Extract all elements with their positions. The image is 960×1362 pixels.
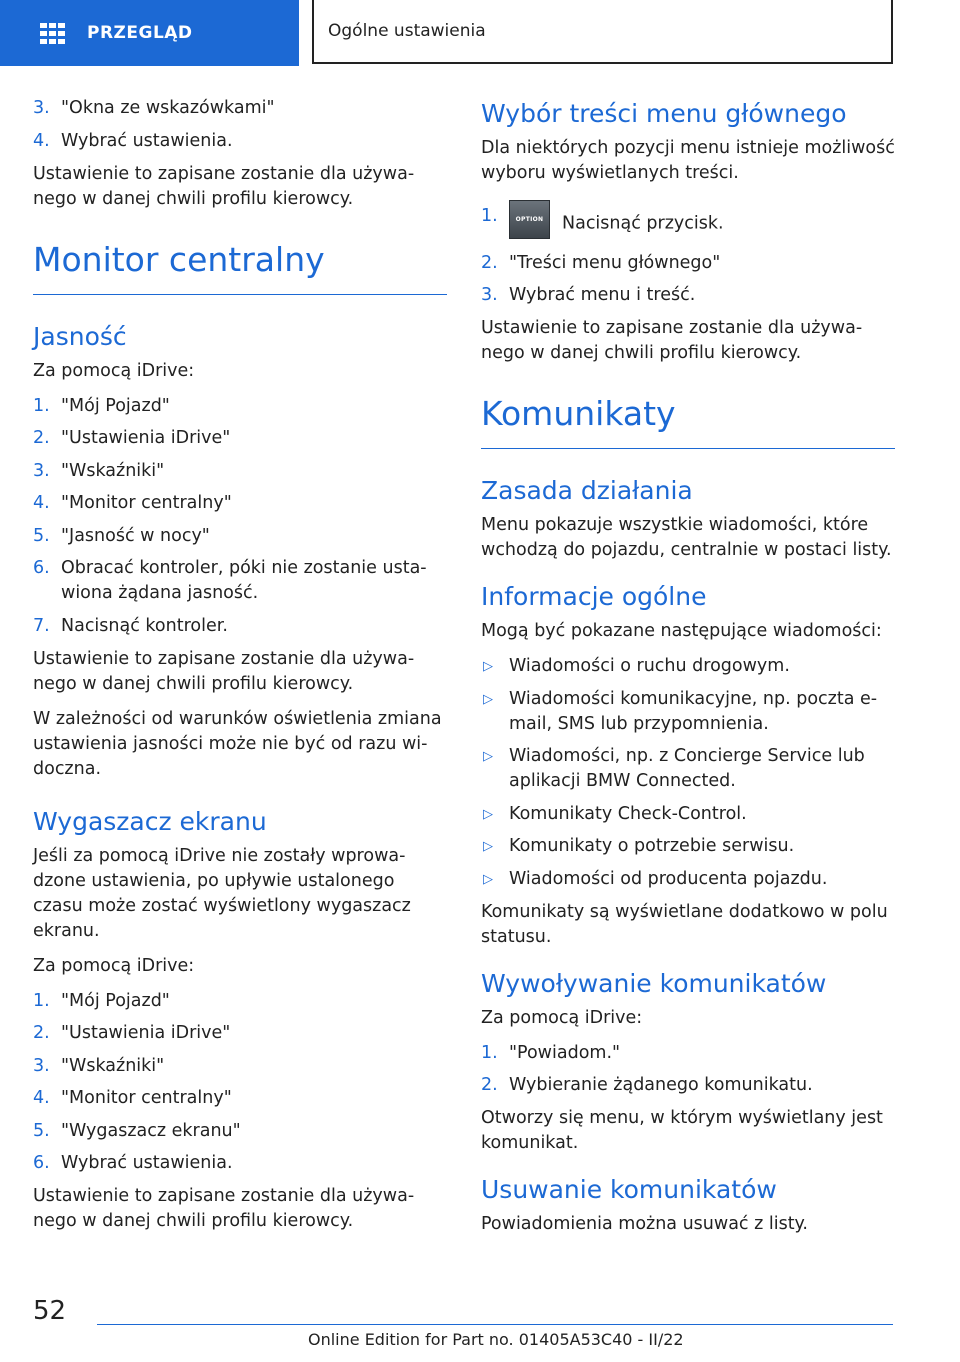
main-menu-steps: [481, 204, 895, 308]
bullet-text: Wiadomości o ruchu drogowym.: [509, 656, 790, 676]
screensaver-intro: Jeśli za pomocą iDrive nie zostały wprowa-dzone ustawienia, po upływie ustalonego czasu może zostać wyświetlony wygaszacz ekranu.: [33, 845, 411, 941]
list-item: [33, 989, 447, 1014]
section-tab-label: Ogólne ustawienia: [328, 21, 486, 41]
triangle-bullet-icon: ▷: [483, 839, 493, 854]
step-number: 3.: [33, 1055, 50, 1076]
list-item: [33, 426, 447, 451]
step-text: Nacisnąć przycisk.: [562, 213, 724, 234]
list-item: [33, 556, 447, 606]
step-text: "Jasność w nocy": [61, 525, 210, 546]
step-number: 2.: [33, 1023, 50, 1043]
step-number: 7.: [33, 615, 50, 636]
list-item: [33, 1119, 447, 1144]
list-item: [33, 394, 447, 419]
list-item: [481, 834, 895, 859]
heading-general-info: Informacje ogólne: [481, 582, 707, 611]
step-number: 6.: [33, 1153, 50, 1173]
profile-note: Ustawienie to zapisane zostanie dla używa-nego w danej chwili profilu kierowcy.: [33, 648, 415, 694]
overview-tab[interactable]: [0, 0, 299, 66]
step-text: Wybrać ustawienia.: [61, 1153, 233, 1173]
status-field-note: Komunikaty są wyświetlane dodatkowo w polu statusu.: [481, 901, 888, 947]
left-column: [33, 96, 447, 1244]
step-text: "Monitor centralny": [61, 1088, 232, 1108]
idrive-lead: Za pomocą iDrive:: [33, 360, 195, 381]
step-text: "Treści menu głównego": [509, 252, 721, 273]
screensaver-steps: [33, 989, 447, 1177]
list-item: [33, 491, 447, 516]
step-number: 3.: [33, 460, 50, 481]
grid-menu-icon: [40, 23, 65, 44]
option-button-icon: OPTION: [509, 200, 550, 239]
heading-brightness: Jasność: [33, 321, 127, 351]
step-text: Nacisnąć kontroler.: [61, 615, 228, 636]
step-number: 3.: [33, 98, 50, 118]
step-text: "Ustawienia iDrive": [61, 428, 231, 448]
step-text: "Wygaszacz ekranu": [61, 1120, 241, 1141]
list-item: [481, 802, 895, 827]
step-text: "Powiadom.": [509, 1042, 621, 1063]
step-text: "Okna ze wskazówkami": [61, 98, 275, 118]
bullet-text: Wiadomości od producenta pojazdu.: [509, 868, 828, 889]
section-tab[interactable]: [312, 0, 893, 64]
intro-steps: [33, 96, 447, 154]
footer-divider: [97, 1324, 893, 1325]
step-number: 3.: [481, 285, 498, 305]
step-text: Wybrać menu i treść.: [509, 285, 696, 305]
bullet-text: Komunikaty o potrzebie serwisu.: [509, 836, 795, 856]
idrive-lead: Za pomocą iDrive:: [33, 955, 195, 976]
message-types-list: [481, 654, 895, 892]
list-item: [33, 129, 447, 154]
triangle-bullet-icon: ▷: [483, 659, 493, 674]
heading-central-monitor: Monitor centralny: [33, 222, 447, 295]
heading-deleting-messages: Usuwanie komunikatów: [481, 1175, 777, 1204]
step-text: Wybieranie żądanego komunikatu.: [509, 1075, 813, 1095]
profile-note: Ustawienie to zapisane zostanie dla używa-nego w danej chwili profilu kierowcy.: [33, 1186, 415, 1231]
step-text: "Wskaźniki": [61, 460, 165, 481]
step-text: "Wskaźniki": [61, 1055, 165, 1076]
step-text: Wybrać ustawienia.: [61, 130, 233, 151]
step-text: "Ustawienia iDrive": [61, 1023, 231, 1043]
step-number: 1.: [33, 990, 50, 1011]
triangle-bullet-icon: ▷: [483, 749, 493, 764]
step-number: 4.: [33, 1088, 50, 1108]
list-item: [33, 614, 447, 639]
bullet-text: Wiadomości, np. z Concierge Service lub aplikacji BMW Connected.: [509, 746, 865, 791]
edition-info: Online Edition for Part no. 01405A53C40 - II/22: [308, 1330, 684, 1349]
step-text: "Mój Pojazd": [61, 395, 170, 416]
principle-text: Menu pokazuje wszystkie wiadomości, które wchodzą do pojazdu, centralnie w postaci listy.: [481, 515, 892, 560]
calling-note: Otworzy się menu, w którym wyświetlany jest komunikat.: [481, 1108, 883, 1153]
bullet-text: Komunikaty Check-Control.: [509, 803, 747, 824]
idrive-lead: Za pomocą iDrive:: [481, 1007, 643, 1028]
list-item: [481, 204, 895, 243]
list-item: [33, 1151, 447, 1176]
heading-main-menu-content: Wybór treści menu głównego: [481, 99, 847, 128]
heading-calling-messages: Wywoływanie komunikatów: [481, 968, 827, 998]
step-text: Obracać kontroler, póki nie zostanie usta-wiona żądana jasność.: [61, 558, 427, 603]
deleting-text: Powiadomienia można usuwać z listy.: [481, 1214, 808, 1234]
list-item: [481, 1041, 895, 1066]
main-menu-intro: Dla niektórych pozycji menu istnieje możliwość wyboru wyświetlanych treści.: [481, 138, 895, 183]
page-number: 52: [33, 1296, 67, 1326]
triangle-bullet-icon: ▷: [483, 871, 493, 887]
list-item: [481, 1073, 895, 1098]
right-column: [481, 96, 895, 1247]
step-number: 6.: [33, 558, 50, 578]
overview-tab-label: PRZEGLĄD: [87, 23, 193, 43]
brightness-visibility-note: W zależności od warunków oświetlenia zmiana ustawienia jasności może nie być od razu wi-doczna.: [33, 708, 442, 779]
list-item: [481, 867, 895, 892]
list-item: [481, 687, 895, 737]
list-item: [481, 744, 895, 794]
step-number: 4.: [33, 130, 50, 151]
list-item: [33, 1054, 447, 1079]
list-item: [33, 96, 447, 121]
list-item: [33, 1021, 447, 1046]
bullet-text: Wiadomości komunikacyjne, np. poczta e-mail, SMS lub przypomnienia.: [509, 688, 878, 734]
step-text: "Mój Pojazd": [61, 990, 170, 1011]
general-lead: Mogą być pokazane następujące wiadomości:: [481, 621, 882, 641]
profile-note: Ustawienie to zapisane zostanie dla używa-nego w danej chwili profilu kierowcy.: [33, 163, 415, 209]
step-number: 1.: [481, 206, 498, 226]
step-number: 1.: [481, 1042, 498, 1063]
heading-messages: Komunikaty: [481, 376, 895, 449]
list-item: [481, 283, 895, 308]
heading-principle: Zasada działania: [481, 476, 693, 505]
step-number: 1.: [33, 395, 50, 416]
step-number: 5.: [33, 525, 50, 546]
list-item: [33, 524, 447, 549]
step-number: 4.: [33, 493, 50, 513]
step-number: 2.: [481, 1075, 498, 1095]
brightness-steps: [33, 394, 447, 639]
list-item: [481, 654, 895, 679]
list-item: [481, 251, 895, 276]
profile-note: Ustawienie to zapisane zostanie dla używa-nego w danej chwili profilu kierowcy.: [481, 318, 863, 363]
calling-steps: [481, 1041, 895, 1099]
step-number: 2.: [33, 428, 50, 448]
step-text: "Monitor centralny": [61, 493, 232, 513]
heading-screensaver: Wygaszacz ekranu: [33, 806, 267, 836]
triangle-bullet-icon: ▷: [483, 806, 493, 822]
triangle-bullet-icon: ▷: [483, 691, 493, 707]
list-item: [33, 1086, 447, 1111]
step-number: 2.: [481, 252, 498, 273]
list-item: [33, 459, 447, 484]
step-number: 5.: [33, 1120, 50, 1141]
